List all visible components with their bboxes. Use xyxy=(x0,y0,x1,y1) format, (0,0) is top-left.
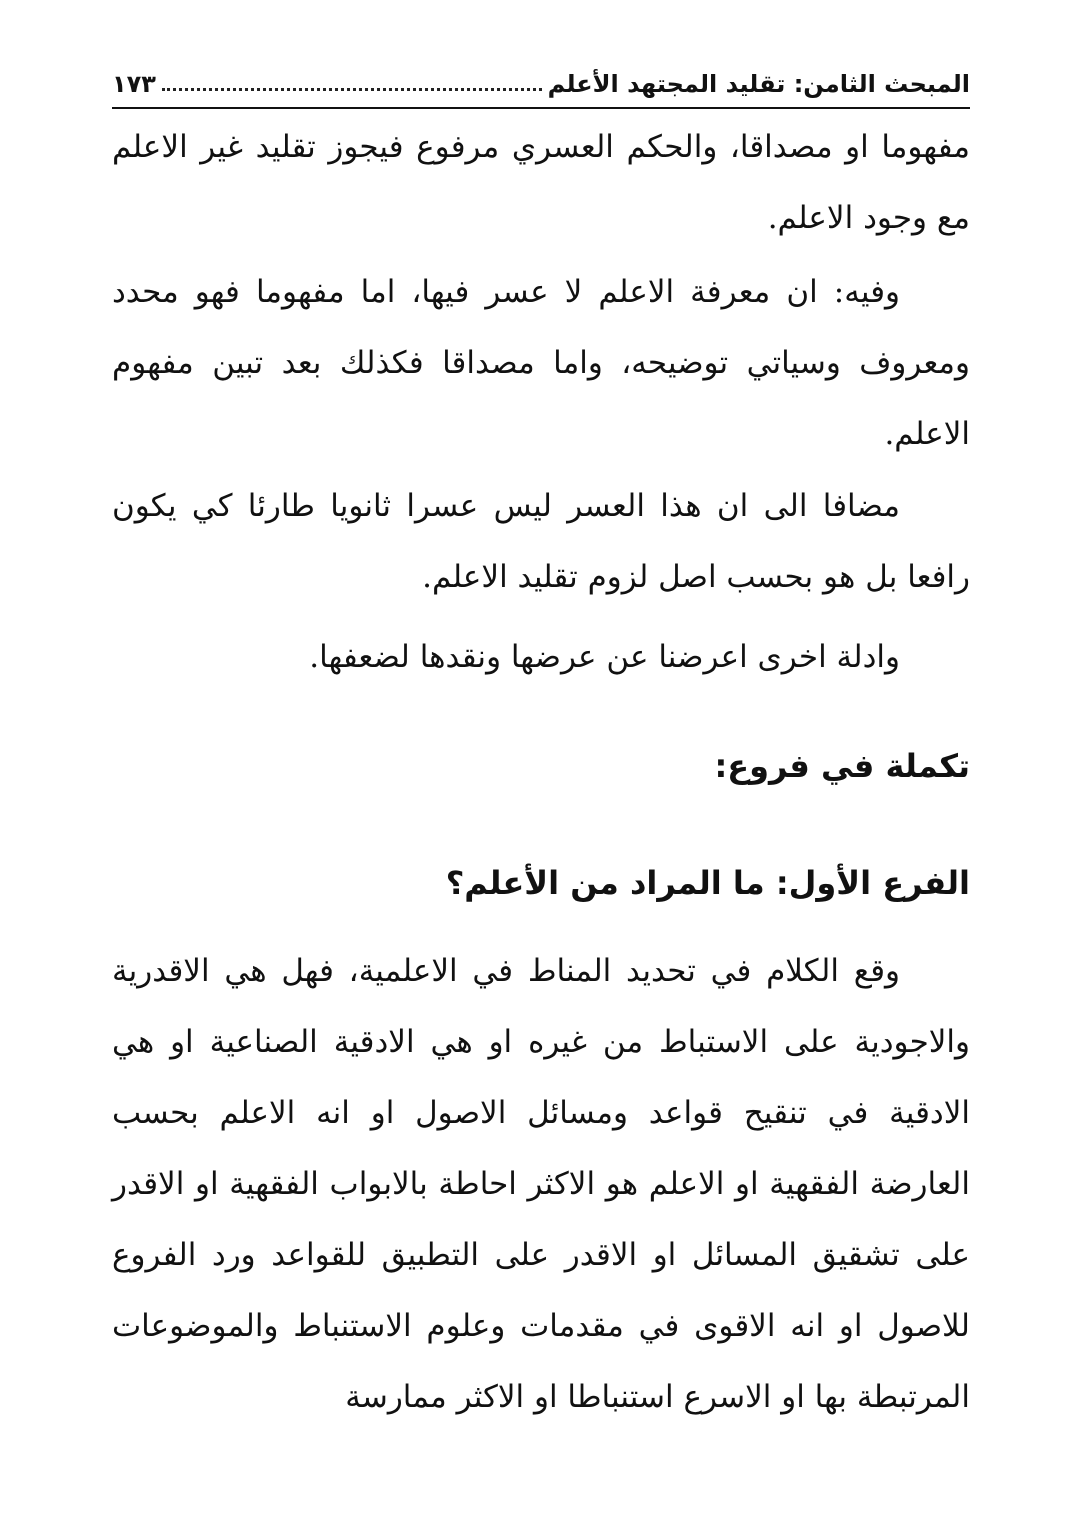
dot-leader xyxy=(162,87,542,91)
paragraph-other-evidence: وادلة اخرى اعرضنا عن عرضها ونقدها لضعفها. xyxy=(309,639,900,675)
paragraph-objection: وفيه: ان معرفة الاعلم لا عسر فيها، اما مفهوما فهو محدد ومعروف وسياتي توضيحه، واما مصداقا فكذلك بعد تبين مفهوم الاعلم. xyxy=(112,274,970,452)
running-header xyxy=(112,54,970,98)
chapter-title: المبحث الثامن: تقليد المجتهد الأعلم xyxy=(547,70,970,98)
paragraph-main: وقع الكلام في تحديد المناط في الاعلمية، فهل هي الاقدرية والاجودية على الاستباط من غيره او هي الادقية الصناعية او هي الادقية في تنقيح قواعد ومسائل الاصول او انه الاعلم بحسب العارضة الفقهية او الاعلم هو الاكثر احاطة بالابواب الفقهية او الاقدر على تشقيق المسائل او الاقدر على التطبيق للقواعد ورد الفروع للاصول او انه الاقوى في مقدمات وعلوم الاستنباط والموضوعات المرتبطة بها او الاسرع استنباطا او الاكثر ممارسة xyxy=(112,953,970,1415)
header-rule xyxy=(112,107,970,109)
paragraph-continuation: مفهوما او مصداقا، والحكم العسري مرفوع فيجوز تقليد غير الاعلم مع وجود الاعلم. xyxy=(112,129,970,236)
page-number: ١٧٣ xyxy=(112,70,156,98)
subsection-heading: الفرع الأول: ما المراد من الأعلم؟ xyxy=(445,864,970,902)
section-heading: تكملة في فروع: xyxy=(714,747,970,785)
paragraph-addition: مضافا الى ان هذا العسر ليس عسرا ثانويا طارئا كي يكون رافعا بل هو بحسب اصل لزوم تقليد الاعلم. xyxy=(112,488,970,595)
